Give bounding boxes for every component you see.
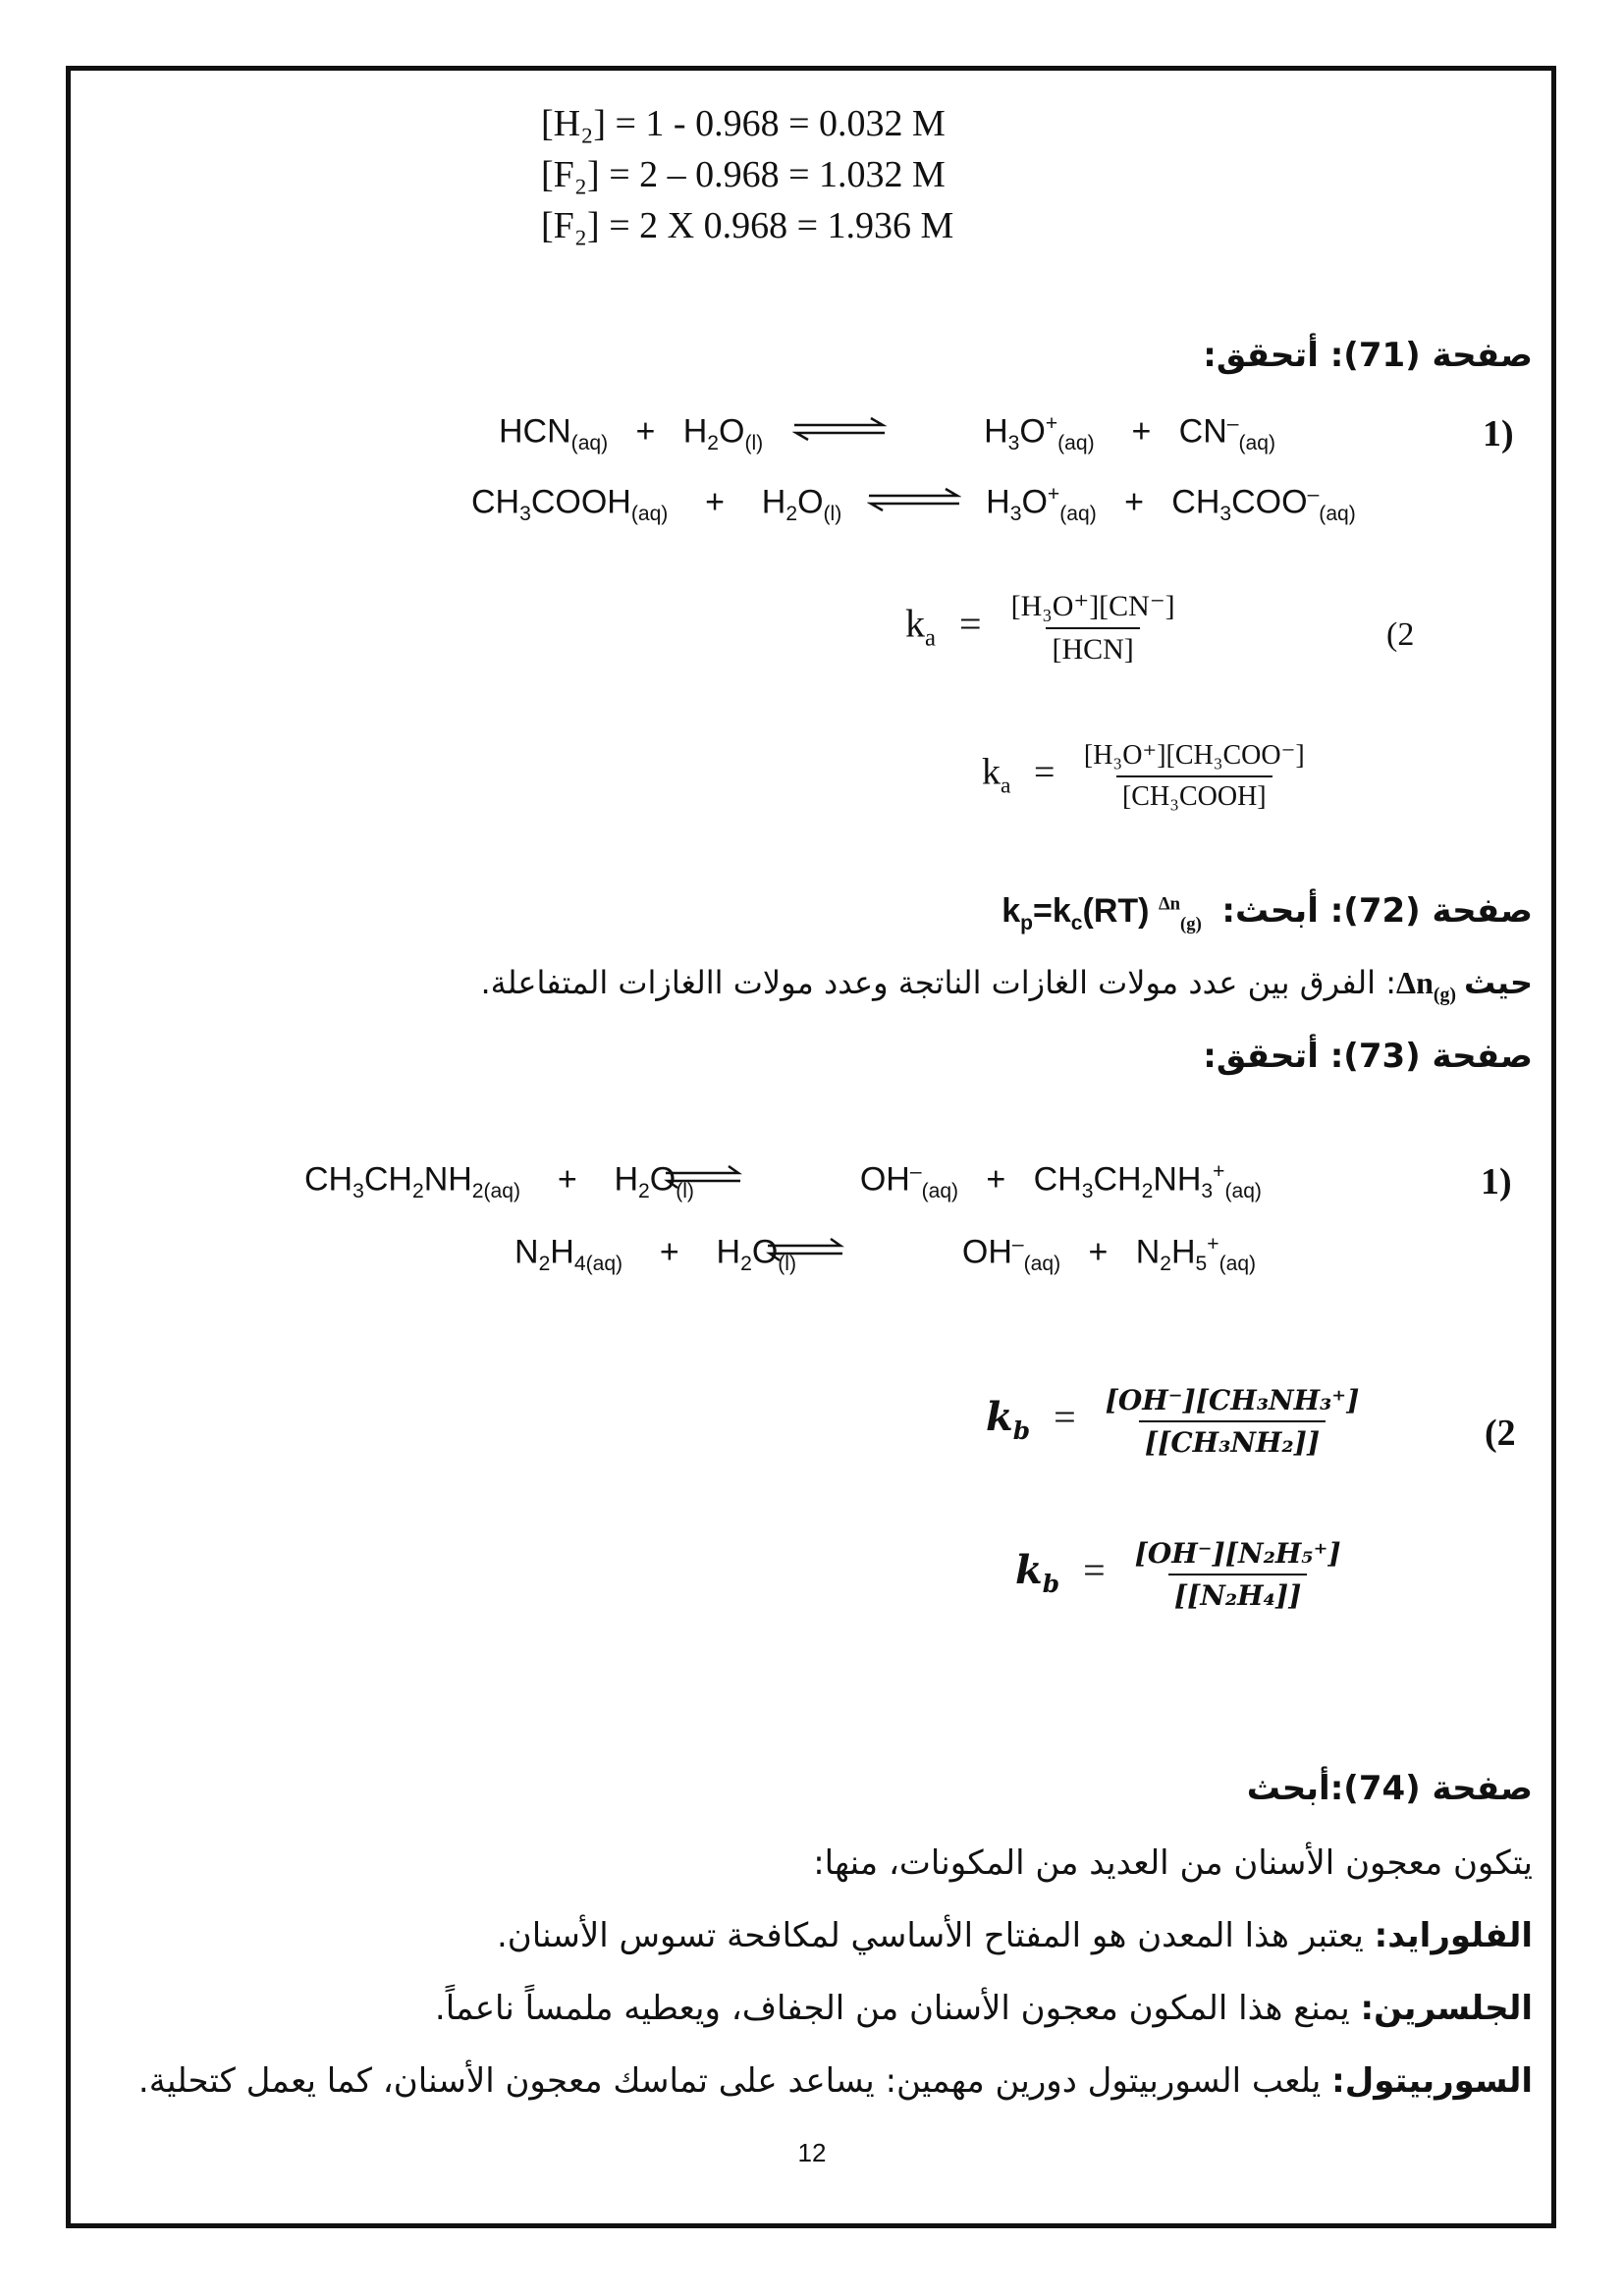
- equation-acetic-acid: $CH_3COOH_{(aq)}$ + $H_2O_{(l)}$ $H_3O^+_{(aq)}$ + $CH_3COO^-_{(aq)}$: [471, 483, 1356, 526]
- section-74-intro: يتكون معجون الأسنان من العديد من المكونات، منها:: [813, 1843, 1533, 1883]
- equilibrium-arrow-icon: [792, 412, 887, 451]
- section-72-heading: صفحة (72): أبحث:: [1221, 891, 1533, 931]
- page-number: 12: [797, 2138, 827, 2167]
- equilibrium-arrow-icon: [664, 1160, 742, 1199]
- equation-hcn: $HCN_{(aq)}$ + $H_2O_{(l)}$ $H_3O^+_{(aq)}$ + $CN^-_{(aq)}$: [499, 412, 1275, 455]
- equation-hydrazine: $N_2H_{4(aq)}$ + $H_2O_{(l)}$ $OH^-_{(aq)}$ + $N_2H_5^+_{(aq)}$: [514, 1233, 1257, 1276]
- calc-line-2: [F₂] = 2 – 0.968 = 1.032 M: [541, 154, 946, 195]
- section-72-note: حيث $\Delta n_{(g)}$: الفرق بين عدد مولات الغازات الناتجة وعدد مولات االغازات المتفاعلة.: [480, 964, 1533, 1006]
- ka-expression-hcn: $k_a$ = $\frac{\text{[H₃O⁺][CN⁻]}}{\text{[HCN]}}$: [905, 590, 1175, 666]
- kb-expression-ethylamine: $k_b$ = $\frac{\text{[OH⁻][CH₃NH₃⁺]}}{\text{[[CH₃NH₂]]}}$: [986, 1384, 1360, 1459]
- ka-expression-acetic: $k_a$ = $\frac{\text{[H₃O⁺][CH₃COO⁻]}}{\text{[CH₃COOH]}}$: [982, 740, 1305, 812]
- list-item: السوربيتول: يلعب السوربيتول دورين مهمين: يساعد على تماسك معجون الأسنان، كما يعمل كتحلية.: [137, 2061, 1533, 2101]
- kp-kc-formula: $k_p=k_c(RT)$ $^{\Delta n}_{(g)}$: [1001, 892, 1202, 934]
- list-item: الفلورايد: يعتبر هذا المعدن هو المفتاح الأساسي لمكافحة تسوس الأسنان.: [496, 1916, 1533, 1955]
- equation-number-2: (2: [1386, 616, 1415, 653]
- section-72-line: [1001, 891, 1533, 935]
- equilibrium-arrow-icon: [867, 483, 961, 521]
- kb-expression-hydrazine: $k_b$ = $\frac{\text{[OH⁻][N₂H₅⁺]}}{\text{[[N₂H₄]]}}$: [1015, 1537, 1341, 1612]
- equation-number-1: 1): [1483, 413, 1514, 454]
- equilibrium-arrow-icon: [766, 1233, 844, 1271]
- calc-line-1: [H₂] = 1 - 0.968 = 0.032 M: [541, 103, 946, 144]
- calc-line-3: [F₂] = 2 X 0.968 = 1.936 M: [541, 205, 954, 246]
- page-border: [66, 66, 1556, 2228]
- equation-number-2b: (2: [1485, 1413, 1516, 1454]
- equation-number-1b: 1): [1481, 1161, 1512, 1202]
- equation-ethylamine: $CH_3CH_2NH_{2(aq)}$ + $H_2O_{(l)}$ $OH^-_{(aq)}$ + $CH_3CH_2NH_3^+_{(aq)}$: [304, 1160, 1262, 1203]
- section-71-heading: صفحة (71): أتحقق:: [1203, 336, 1533, 375]
- section-74-heading: صفحة (74):أبحث: [1246, 1769, 1533, 1808]
- list-item: الجلسرين: يمنع هذا المكون معجون الأسنان من الجفاف، ويعطيه ملمساً ناعماً.: [434, 1989, 1533, 2028]
- section-73-heading: صفحة (73): أتحقق:: [1203, 1037, 1533, 1076]
